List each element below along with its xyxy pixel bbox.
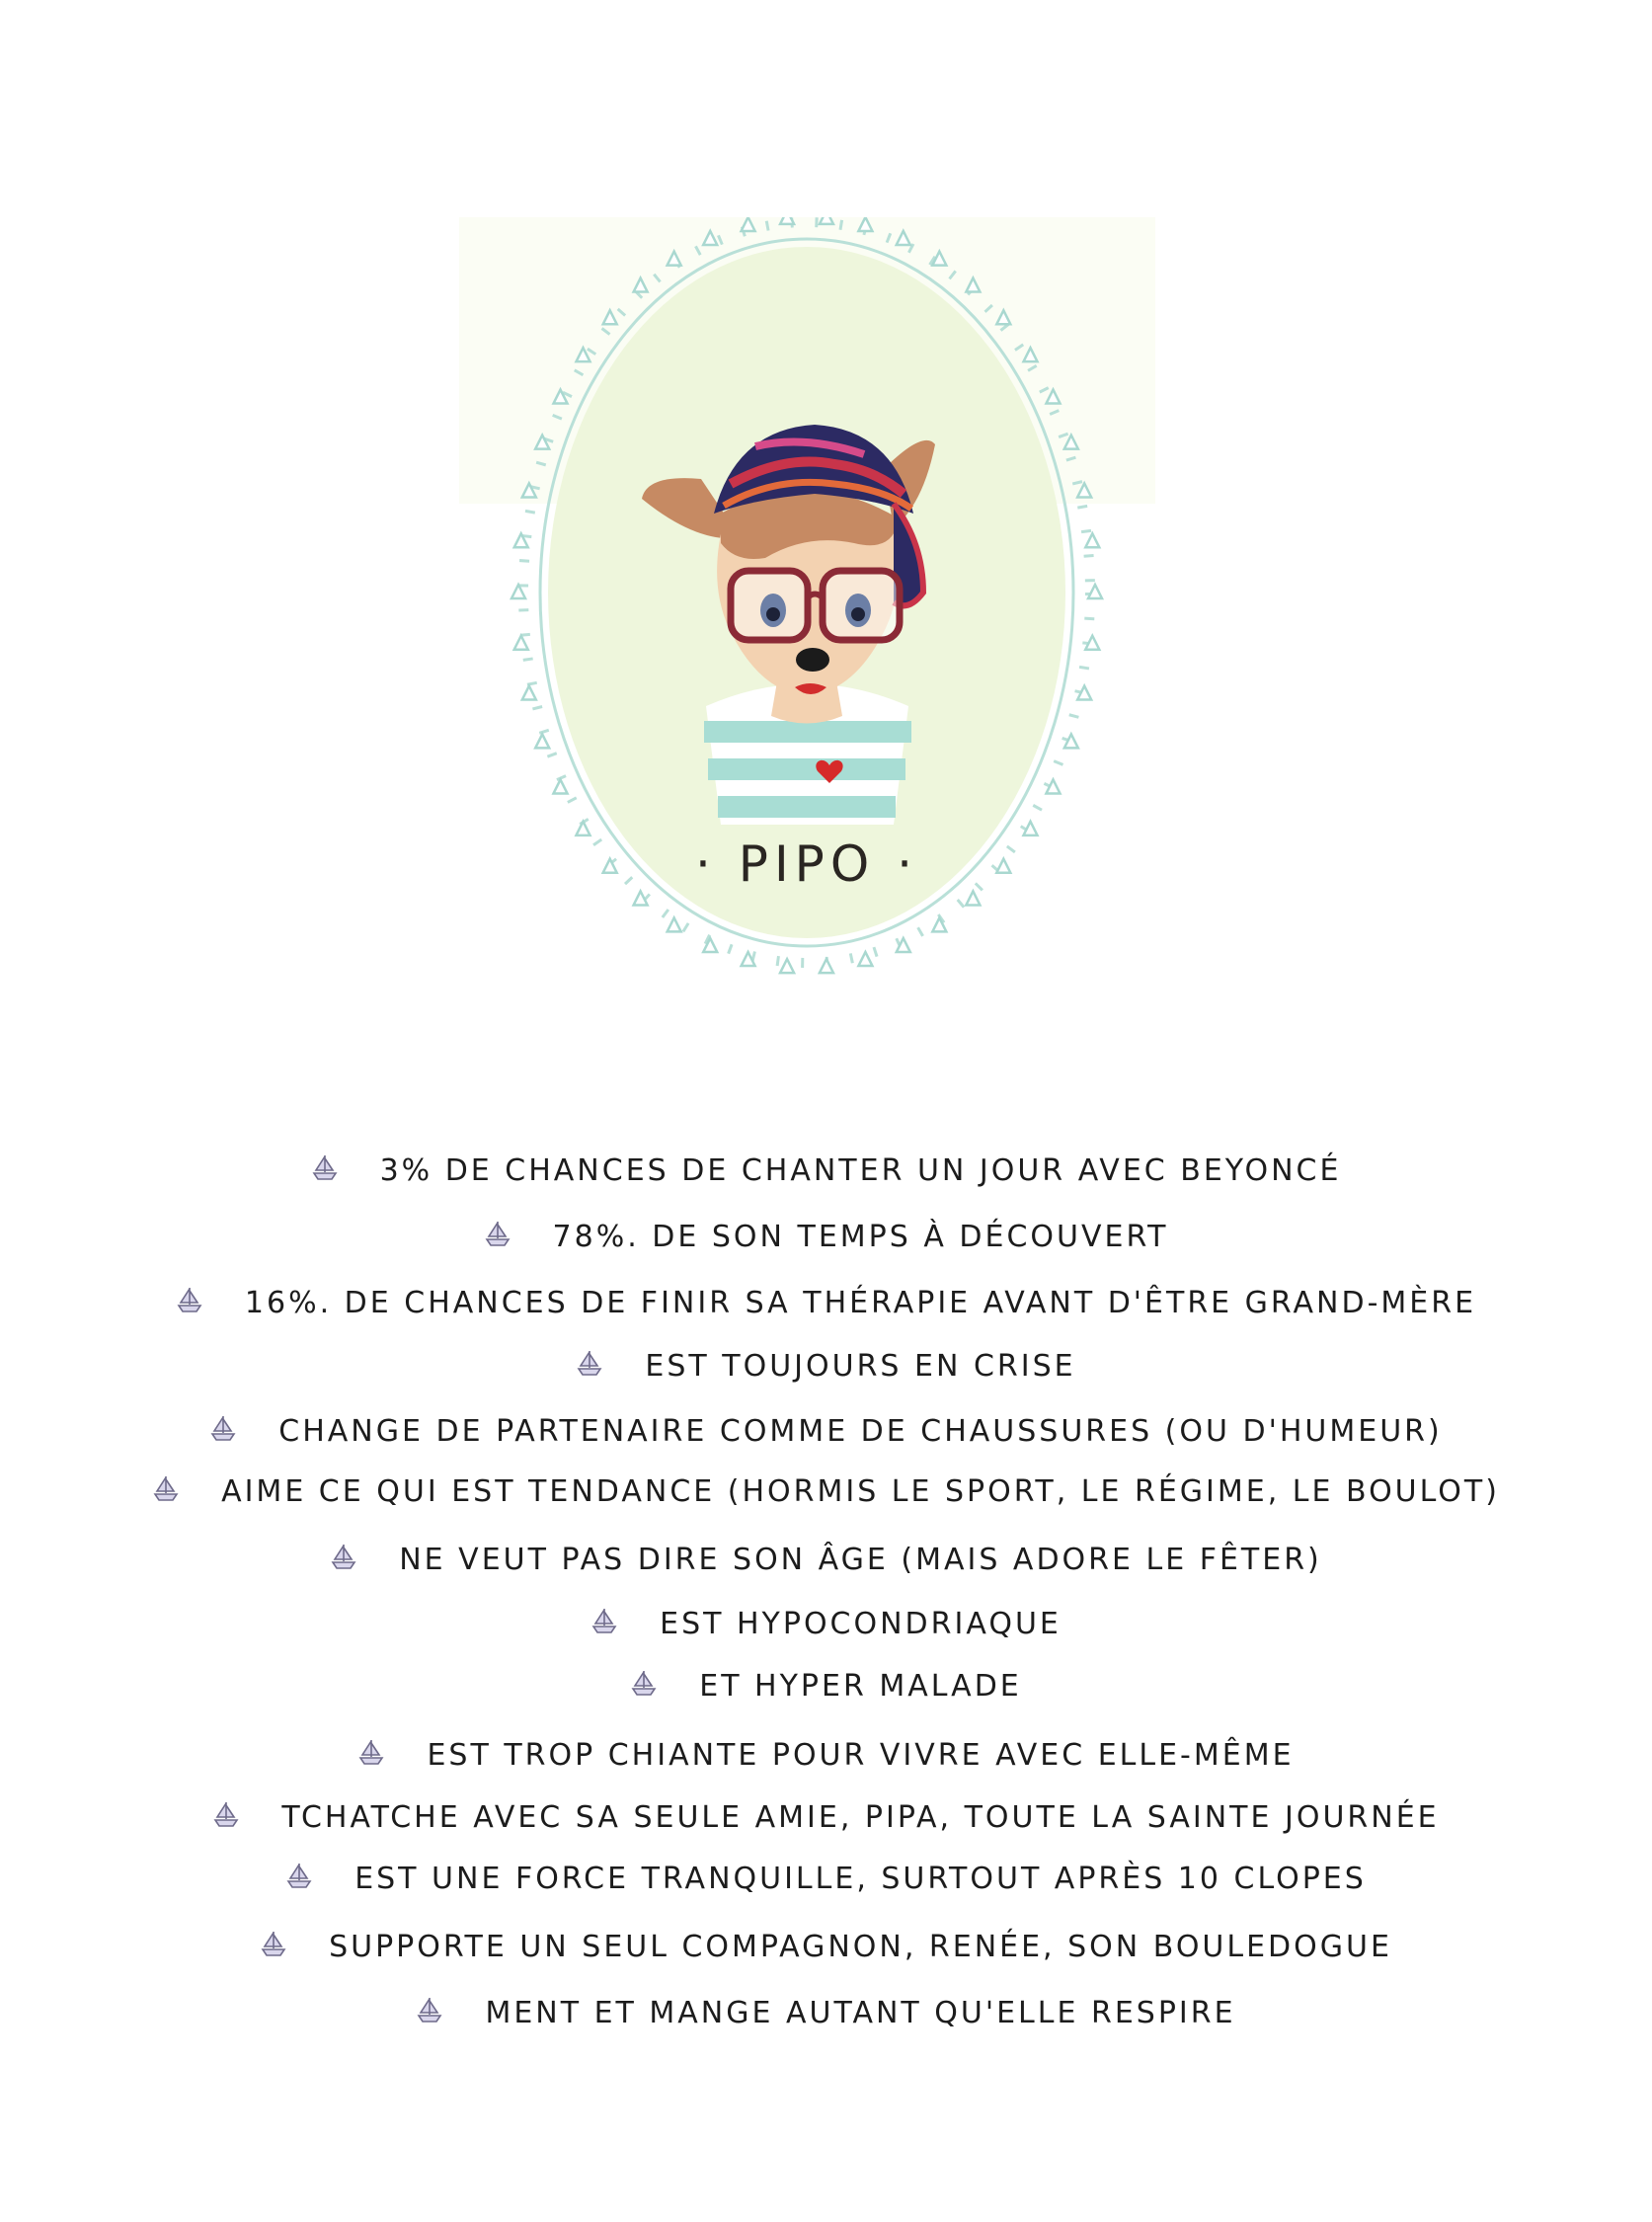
sailboat-icon bbox=[176, 1285, 203, 1314]
sailboat-icon bbox=[212, 1799, 240, 1829]
fact-text: TCHATCHE AVEC SA SEULE AMIE, PIPA, TOUTE LA SAINTE JOURNÉE bbox=[281, 1799, 1440, 1835]
sailboat-icon bbox=[416, 1995, 443, 2024]
sailboat-icon bbox=[285, 1861, 313, 1890]
fact-text: ET HYPER MALADE bbox=[699, 1668, 1022, 1704]
list-item bbox=[0, 1341, 1652, 1390]
list-item bbox=[0, 1535, 1652, 1584]
fact-text: MENT ET MANGE AUTANT QU'ELLE RESPIRE bbox=[485, 1995, 1236, 2030]
fact-text: 78%. DE SON TEMPS À DÉCOUVERT bbox=[552, 1219, 1169, 1254]
list-item bbox=[0, 1661, 1652, 1710]
sailboat-icon bbox=[590, 1606, 618, 1635]
fact-text: EST TOUJOURS EN CRISE bbox=[645, 1348, 1076, 1384]
list-item bbox=[0, 1599, 1652, 1648]
fact-text: SUPPORTE UN SEUL COMPAGNON, RENÉE, SON BOULEDOGUE bbox=[329, 1929, 1392, 1964]
sailboat-icon bbox=[311, 1152, 339, 1182]
fact-text: 3% DE CHANCES DE CHANTER UN JOUR AVEC BEYONCÉ bbox=[379, 1152, 1342, 1188]
sailboat-icon bbox=[357, 1737, 385, 1767]
list-item bbox=[0, 1854, 1652, 1903]
fact-text: NE VEUT PAS DIRE SON ÂGE (MAIS ADORE LE FÊTER) bbox=[399, 1542, 1322, 1577]
sailboat-icon bbox=[152, 1473, 180, 1503]
fact-text: AIME CE QUI EST TENDANCE (HORMIS LE SPORT, LE RÉGIME, LE BOULOT) bbox=[221, 1473, 1500, 1509]
portrait-illustration bbox=[459, 217, 1155, 988]
sailboat-icon bbox=[260, 1929, 287, 1958]
sailboat-icon bbox=[630, 1668, 658, 1698]
sailboat-icon bbox=[209, 1413, 237, 1443]
sailboat-icon bbox=[576, 1348, 603, 1378]
list-item bbox=[0, 1146, 1652, 1195]
fact-list bbox=[0, 1146, 1652, 2054]
list-item bbox=[0, 1406, 1652, 1456]
list-item bbox=[0, 1467, 1652, 1516]
fact-text: EST HYPOCONDRIAQUE bbox=[660, 1606, 1062, 1641]
list-item bbox=[0, 1988, 1652, 2037]
list-item bbox=[0, 1792, 1652, 1842]
sailboat-icon bbox=[330, 1542, 357, 1571]
list-item bbox=[0, 1212, 1652, 1261]
list-item bbox=[0, 1278, 1652, 1327]
portrait-name: · PIPO · bbox=[695, 835, 918, 893]
portrait-svg bbox=[459, 217, 1155, 988]
nose bbox=[796, 648, 829, 672]
fact-text: 16%. DE CHANCES DE FINIR SA THÉRAPIE AVANT D'ÊTRE GRAND-MÈRE bbox=[244, 1285, 1477, 1320]
fact-text: EST UNE FORCE TRANQUILLE, SURTOUT APRÈS 10 CLOPES bbox=[354, 1861, 1367, 1896]
list-item bbox=[0, 1922, 1652, 1971]
list-item bbox=[0, 1730, 1652, 1780]
fact-text: EST TROP CHIANTE POUR VIVRE AVEC ELLE-MÊME bbox=[427, 1737, 1295, 1773]
fact-text: CHANGE DE PARTENAIRE COMME DE CHAUSSURES (OU D'HUMEUR) bbox=[278, 1413, 1443, 1449]
sailboat-icon bbox=[484, 1219, 511, 1248]
